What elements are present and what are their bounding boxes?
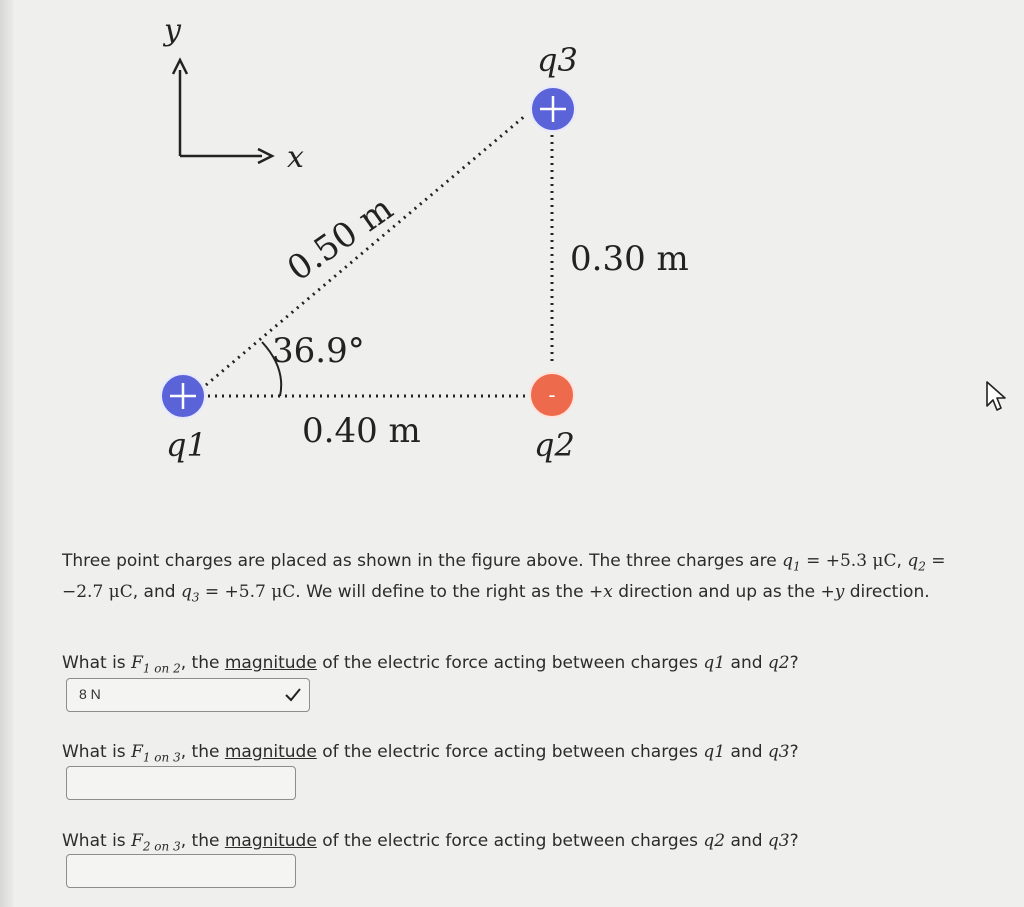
q1-symbol: $q_1$ <box>782 551 801 574</box>
intro-text: Three point charges are placed as shown in the figure above. The three charges are <box>62 551 777 571</box>
y-axis-label: y <box>164 13 181 48</box>
charge-a: q2 <box>703 831 726 851</box>
mouse-pointer-icon <box>984 380 1014 414</box>
charge-q2-sign: - <box>548 383 556 407</box>
check-icon <box>283 686 303 704</box>
intro-direction-2: direction and up as the <box>618 582 816 603</box>
angle-label: 36.9° <box>272 331 365 371</box>
force-symbol <box>131 831 181 854</box>
magnitude-word: magnitude <box>224 653 317 673</box>
magnitude-word: magnitude <box>224 831 317 851</box>
q3-value: +5.7 μC <box>224 582 296 603</box>
charge-q1-label: q1 <box>166 426 207 464</box>
distance-q2-q3: 0.30 m <box>570 239 689 279</box>
distance-q1-q2: 0.40 m <box>302 411 421 451</box>
problem-area <box>62 548 992 854</box>
question-2: What is $F_{1 on 3}$, the magnitude of the electric force acting between charges q1 and q3? <box>62 742 799 765</box>
force-subscript: 1 on 2 <box>142 661 181 676</box>
question-mid: , the <box>180 653 220 673</box>
coordinate-axes <box>162 13 304 175</box>
charge-b: q2 <box>767 653 790 673</box>
force-subscript: 2 on 3 <box>142 839 181 854</box>
intro-direction-3: direction. <box>849 582 930 603</box>
charge-a: q1 <box>703 653 726 673</box>
question-mid: , the <box>180 742 220 762</box>
plus-y-symbol: +y <box>820 582 845 603</box>
answer-1-field[interactable] <box>66 678 310 712</box>
answer-3-field[interactable] <box>66 854 296 888</box>
force-letter: F <box>131 742 143 762</box>
question-1: What is $F_{1 on 2}$, the magnitude of the electric force acting between charges q1 and q2? <box>62 653 799 676</box>
answer-1-value: 8 N <box>79 686 101 702</box>
question-and: and <box>730 653 763 673</box>
charge-b: q3 <box>767 831 790 851</box>
charge-q1 <box>161 374 207 464</box>
question-and: and <box>730 831 763 851</box>
q3-symbol: $q_3$ <box>180 582 200 605</box>
charge-q2-label: q2 <box>534 426 575 464</box>
question-prefix: What is <box>62 653 126 673</box>
question-prefix: What is <box>62 742 126 762</box>
question-rest: of the electric force acting between charges <box>322 831 699 851</box>
question-and: and <box>730 742 763 762</box>
question-rest: of the electric force acting between charges <box>322 742 699 762</box>
question-prefix: What is <box>62 831 126 851</box>
q2-symbol: $q_2$ <box>907 551 926 574</box>
intro-direction: . We will define to the right as the <box>295 582 584 603</box>
force-letter: F <box>131 653 143 673</box>
answer-2-field[interactable] <box>66 766 296 800</box>
question-rest: of the electric force acting between charges <box>322 653 699 673</box>
charge-b: q3 <box>767 742 790 762</box>
question-3: What is $F_{2 on 3}$, the magnitude of the electric force acting between charges q2 and q3? <box>62 831 799 854</box>
force-symbol <box>131 742 181 765</box>
plus-x-symbol: +x <box>588 582 613 603</box>
q2-value: −2.7 μC <box>62 582 133 603</box>
x-axis-label: x <box>287 140 304 175</box>
magnitude-word: magnitude <box>224 742 317 762</box>
question-mid: , the <box>180 831 220 851</box>
charge-q3-label: q3 <box>537 41 578 79</box>
force-subscript: 1 on 3 <box>142 750 181 765</box>
charge-q3 <box>531 41 578 131</box>
force-symbol <box>131 653 181 676</box>
distance-q1-q3: 0.50 m <box>280 188 401 290</box>
charge-a: q1 <box>703 742 726 762</box>
force-letter: F <box>131 831 143 851</box>
intro-and: , and <box>132 582 176 603</box>
q1-value: +5.3 μC <box>825 551 897 571</box>
charge-q2 <box>530 373 575 464</box>
problem-statement: Three point charges are placed as shown in the figure above. The three charges are $q_1 = +5.3$ μC, $q_2 = -2.7$ μC, and $q_3 = +5.7$ μC. We will define to the right as the +x direction and up as the +y direction. <box>62 551 946 605</box>
